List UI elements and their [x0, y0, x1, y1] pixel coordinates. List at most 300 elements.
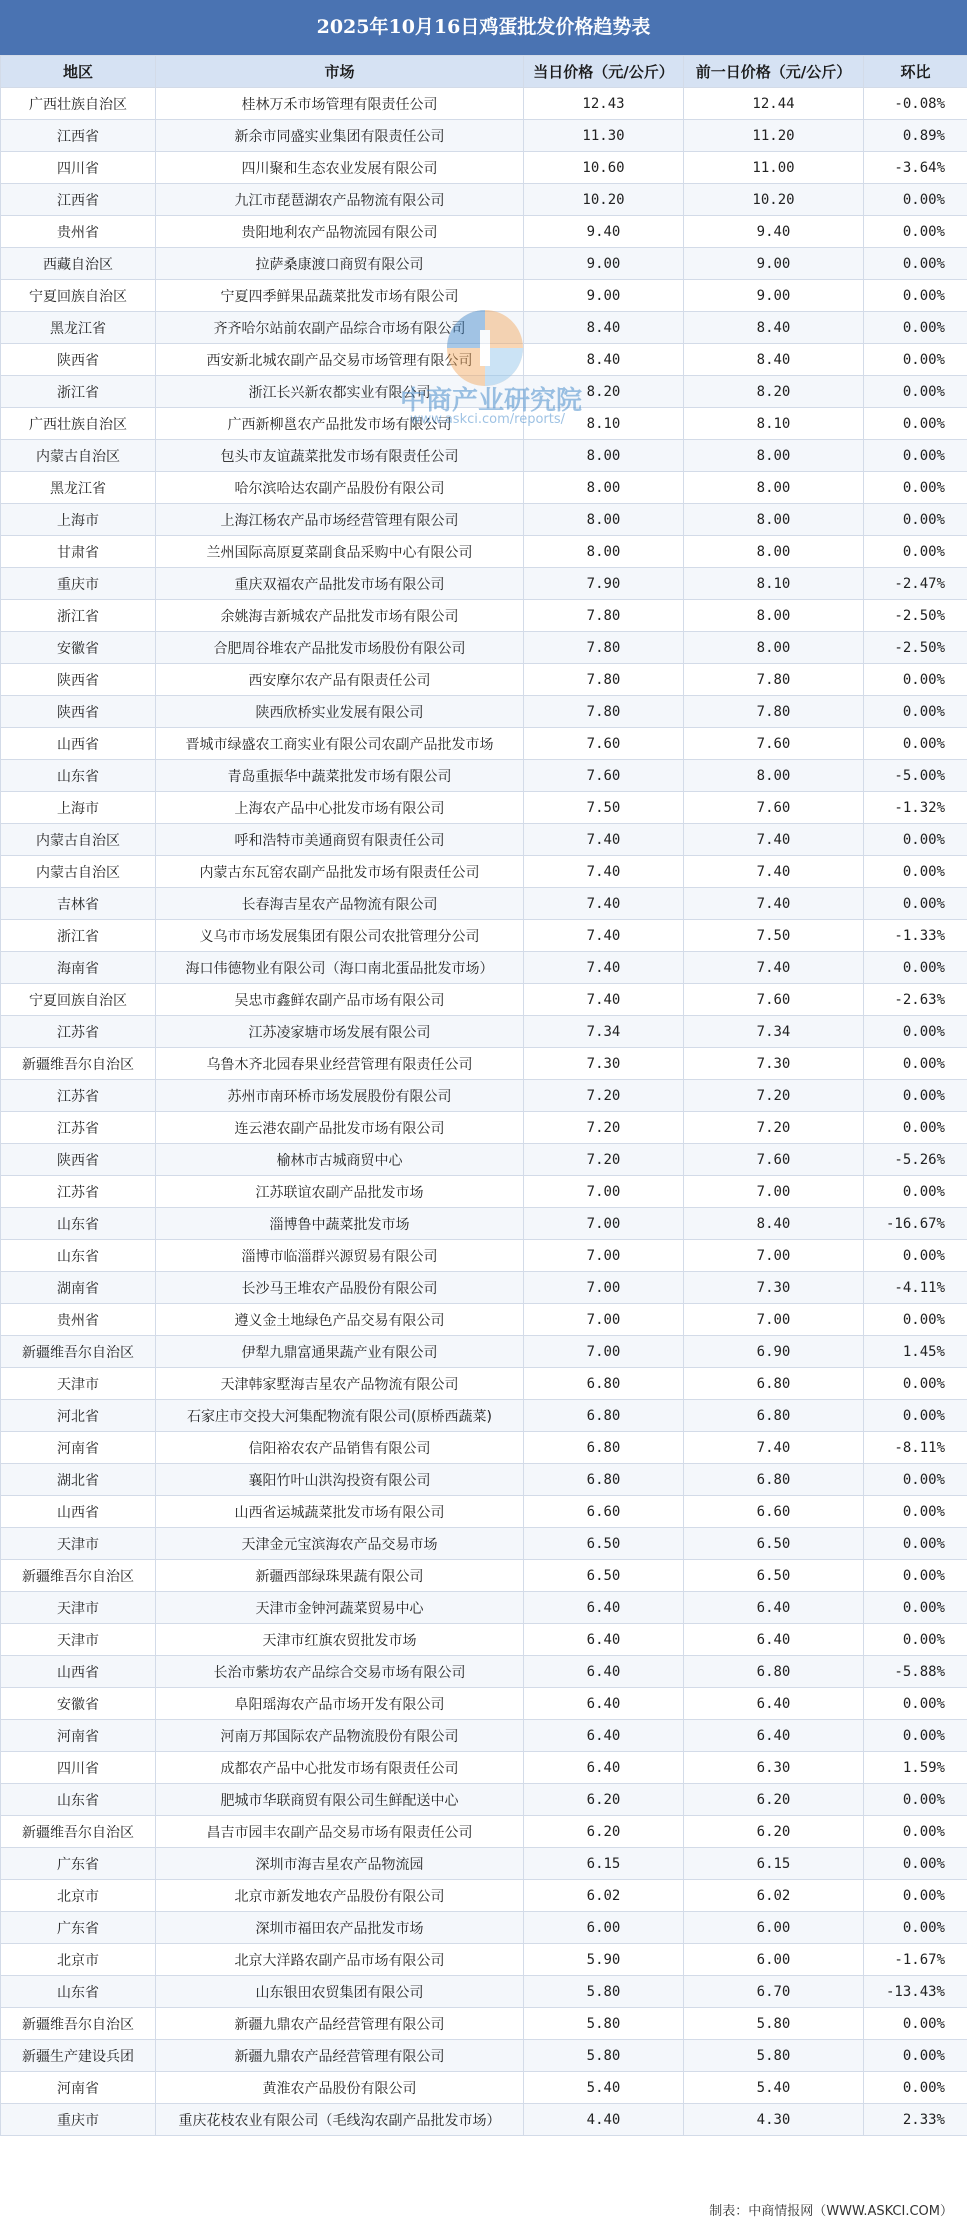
cell-market: 晋城市绿盛农工商实业有限公司农副产品批发市场	[156, 728, 524, 760]
table-row	[1, 1048, 967, 1080]
cell-market: 淄博市临淄群兴源贸易有限公司	[156, 1240, 524, 1272]
cell-change: -2.50%	[864, 632, 967, 664]
cell-prev-price: 7.40	[684, 888, 864, 920]
cell-region: 安徽省	[1, 632, 156, 664]
cell-region: 重庆市	[1, 2104, 156, 2136]
cell-change: 0.00%	[864, 824, 967, 856]
table-row	[1, 280, 967, 312]
table-row	[1, 1720, 967, 1752]
cell-change: 0.00%	[864, 1784, 967, 1816]
cell-market: 贵阳地利农产品物流园有限公司	[156, 216, 524, 248]
cell-today-price: 5.80	[524, 2008, 684, 2040]
cell-region: 陕西省	[1, 344, 156, 376]
table-row	[1, 1304, 967, 1336]
cell-region: 吉林省	[1, 888, 156, 920]
cell-today-price: 6.50	[524, 1560, 684, 1592]
cell-change: 0.00%	[864, 248, 967, 280]
table-row	[1, 632, 967, 664]
cell-change: 0.00%	[864, 888, 967, 920]
cell-today-price: 4.40	[524, 2104, 684, 2136]
cell-region: 山西省	[1, 1496, 156, 1528]
table-row	[1, 216, 967, 248]
cell-prev-price: 6.70	[684, 1976, 864, 2008]
cell-change: 0.00%	[864, 1880, 967, 1912]
table-row	[1, 248, 967, 280]
cell-region: 广西壮族自治区	[1, 88, 156, 120]
cell-market: 义乌市市场发展集团有限公司农批管理分公司	[156, 920, 524, 952]
cell-change: 0.00%	[864, 408, 967, 440]
cell-market: 陕西欣桥实业发展有限公司	[156, 696, 524, 728]
cell-market: 乌鲁木齐北园春果业经营管理有限责任公司	[156, 1048, 524, 1080]
table-row	[1, 1944, 967, 1976]
cell-region: 广西壮族自治区	[1, 408, 156, 440]
cell-change: -3.64%	[864, 152, 967, 184]
table-row	[1, 1784, 967, 1816]
cell-today-price: 7.80	[524, 632, 684, 664]
cell-market: 新疆九鼎农产品经营管理有限公司	[156, 2008, 524, 2040]
cell-today-price: 7.50	[524, 792, 684, 824]
cell-market: 阜阳瑶海农产品市场开发有限公司	[156, 1688, 524, 1720]
cell-today-price: 7.80	[524, 600, 684, 632]
cell-prev-price: 7.40	[684, 952, 864, 984]
cell-market: 天津韩家墅海吉星农产品物流有限公司	[156, 1368, 524, 1400]
cell-change: -1.33%	[864, 920, 967, 952]
cell-today-price: 8.20	[524, 376, 684, 408]
cell-market: 江苏联谊农副产品批发市场	[156, 1176, 524, 1208]
table-row	[1, 88, 967, 120]
cell-market: 西安摩尔农产品有限责任公司	[156, 664, 524, 696]
cell-prev-price: 8.00	[684, 472, 864, 504]
cell-prev-price: 7.34	[684, 1016, 864, 1048]
cell-today-price: 8.00	[524, 536, 684, 568]
cell-region: 江西省	[1, 120, 156, 152]
table-row	[1, 1080, 967, 1112]
price-table	[0, 55, 967, 2136]
cell-today-price: 6.80	[524, 1464, 684, 1496]
cell-market: 齐齐哈尔站前农副产品综合市场有限公司	[156, 312, 524, 344]
cell-today-price: 6.40	[524, 1688, 684, 1720]
cell-today-price: 8.00	[524, 504, 684, 536]
table-row	[1, 1336, 967, 1368]
cell-change: 0.00%	[864, 2040, 967, 2072]
cell-region: 河南省	[1, 1720, 156, 1752]
cell-prev-price: 7.20	[684, 1112, 864, 1144]
table-row	[1, 1688, 967, 1720]
cell-market: 淄博鲁中蔬菜批发市场	[156, 1208, 524, 1240]
cell-market: 信阳裕农农产品销售有限公司	[156, 1432, 524, 1464]
cell-change: 0.00%	[864, 504, 967, 536]
table-row	[1, 1368, 967, 1400]
header-market: 市场	[156, 56, 524, 88]
cell-region: 内蒙古自治区	[1, 440, 156, 472]
cell-market: 深圳市海吉星农产品物流园	[156, 1848, 524, 1880]
cell-prev-price: 7.00	[684, 1240, 864, 1272]
cell-market: 九江市琵琶湖农产品物流有限公司	[156, 184, 524, 216]
table-row	[1, 2040, 967, 2072]
cell-prev-price: 6.90	[684, 1336, 864, 1368]
cell-change: 0.00%	[864, 376, 967, 408]
cell-today-price: 7.40	[524, 952, 684, 984]
cell-today-price: 6.40	[524, 1752, 684, 1784]
cell-market: 上海江杨农产品市场经营管理有限公司	[156, 504, 524, 536]
table-title: 2025年10月16日鸡蛋批发价格趋势表	[0, 0, 967, 55]
cell-region: 陕西省	[1, 696, 156, 728]
cell-market: 桂林万禾市场管理有限责任公司	[156, 88, 524, 120]
cell-change: 2.33%	[864, 2104, 967, 2136]
cell-prev-price: 8.00	[684, 600, 864, 632]
cell-prev-price: 8.10	[684, 408, 864, 440]
cell-today-price: 7.80	[524, 664, 684, 696]
cell-change: -2.50%	[864, 600, 967, 632]
cell-prev-price: 8.00	[684, 760, 864, 792]
cell-prev-price: 9.00	[684, 248, 864, 280]
cell-market: 苏州市南环桥市场发展股份有限公司	[156, 1080, 524, 1112]
cell-prev-price: 7.80	[684, 664, 864, 696]
cell-prev-price: 6.40	[684, 1592, 864, 1624]
cell-prev-price: 6.80	[684, 1464, 864, 1496]
cell-region: 河南省	[1, 2072, 156, 2104]
table-row	[1, 760, 967, 792]
table-row	[1, 2104, 967, 2136]
cell-market: 四川聚和生态农业发展有限公司	[156, 152, 524, 184]
cell-prev-price: 11.00	[684, 152, 864, 184]
cell-region: 新疆维吾尔自治区	[1, 1560, 156, 1592]
cell-prev-price: 11.20	[684, 120, 864, 152]
cell-region: 山东省	[1, 1976, 156, 2008]
cell-region: 黑龙江省	[1, 312, 156, 344]
cell-market: 山西省运城蔬菜批发市场有限公司	[156, 1496, 524, 1528]
cell-prev-price: 12.44	[684, 88, 864, 120]
cell-today-price: 5.90	[524, 1944, 684, 1976]
cell-change: 0.00%	[864, 1240, 967, 1272]
cell-prev-price: 6.00	[684, 1912, 864, 1944]
cell-region: 海南省	[1, 952, 156, 984]
cell-prev-price: 6.80	[684, 1656, 864, 1688]
cell-today-price: 7.34	[524, 1016, 684, 1048]
cell-change: 0.00%	[864, 184, 967, 216]
table-row	[1, 2072, 967, 2104]
cell-change: 0.00%	[864, 1848, 967, 1880]
cell-prev-price: 7.20	[684, 1080, 864, 1112]
cell-today-price: 7.20	[524, 1144, 684, 1176]
table-row	[1, 1176, 967, 1208]
cell-region: 陕西省	[1, 1144, 156, 1176]
cell-today-price: 6.60	[524, 1496, 684, 1528]
table-row	[1, 1656, 967, 1688]
cell-region: 四川省	[1, 152, 156, 184]
cell-prev-price: 7.50	[684, 920, 864, 952]
table-row	[1, 344, 967, 376]
cell-market: 重庆双福农产品批发市场有限公司	[156, 568, 524, 600]
cell-region: 宁夏回族自治区	[1, 984, 156, 1016]
table-row	[1, 1592, 967, 1624]
table-row	[1, 888, 967, 920]
table-row	[1, 1528, 967, 1560]
cell-change: 0.00%	[864, 1176, 967, 1208]
cell-region: 上海市	[1, 504, 156, 536]
cell-change: -5.88%	[864, 1656, 967, 1688]
cell-prev-price: 8.00	[684, 536, 864, 568]
footer-source: 制表：中商情报网（WWW.ASKCI.COM）	[709, 2204, 953, 2219]
cell-today-price: 7.40	[524, 920, 684, 952]
table-row	[1, 1432, 967, 1464]
cell-today-price: 7.20	[524, 1112, 684, 1144]
cell-region: 天津市	[1, 1368, 156, 1400]
table-row	[1, 568, 967, 600]
cell-today-price: 8.40	[524, 312, 684, 344]
cell-prev-price: 8.00	[684, 440, 864, 472]
cell-region: 浙江省	[1, 920, 156, 952]
table-row	[1, 1816, 967, 1848]
cell-prev-price: 6.60	[684, 1496, 864, 1528]
table-row	[1, 472, 967, 504]
cell-region: 黑龙江省	[1, 472, 156, 504]
cell-prev-price: 8.10	[684, 568, 864, 600]
cell-market: 哈尔滨哈达农副产品股份有限公司	[156, 472, 524, 504]
cell-change: 0.00%	[864, 344, 967, 376]
cell-today-price: 6.40	[524, 1592, 684, 1624]
cell-prev-price: 9.40	[684, 216, 864, 248]
cell-prev-price: 6.20	[684, 1784, 864, 1816]
cell-today-price: 8.00	[524, 440, 684, 472]
cell-market: 北京市新发地农产品股份有限公司	[156, 1880, 524, 1912]
table-row	[1, 536, 967, 568]
cell-prev-price: 7.60	[684, 792, 864, 824]
cell-change: 0.00%	[864, 472, 967, 504]
cell-region: 新疆生产建设兵团	[1, 2040, 156, 2072]
cell-today-price: 7.40	[524, 984, 684, 1016]
cell-market: 伊犁九鼎富通果蔬产业有限公司	[156, 1336, 524, 1368]
cell-today-price: 6.80	[524, 1368, 684, 1400]
cell-market: 包头市友谊蔬菜批发市场有限责任公司	[156, 440, 524, 472]
cell-change: 1.45%	[864, 1336, 967, 1368]
table-row	[1, 1112, 967, 1144]
cell-prev-price: 8.00	[684, 632, 864, 664]
cell-prev-price: 6.80	[684, 1400, 864, 1432]
cell-region: 山西省	[1, 728, 156, 760]
cell-prev-price: 5.40	[684, 2072, 864, 2104]
table-row	[1, 824, 967, 856]
table-row	[1, 1880, 967, 1912]
cell-prev-price: 8.20	[684, 376, 864, 408]
header-today-price: 当日价格（元/公斤）	[524, 56, 684, 88]
cell-region: 山西省	[1, 1656, 156, 1688]
cell-market: 黄淮农产品股份有限公司	[156, 2072, 524, 2104]
cell-today-price: 11.30	[524, 120, 684, 152]
table-row	[1, 1912, 967, 1944]
cell-today-price: 7.00	[524, 1304, 684, 1336]
cell-market: 内蒙古东瓦窑农副产品批发市场有限责任公司	[156, 856, 524, 888]
table-row	[1, 664, 967, 696]
table-row	[1, 984, 967, 1016]
cell-change: 0.00%	[864, 1816, 967, 1848]
cell-today-price: 6.80	[524, 1400, 684, 1432]
watermark-text: 中商产业研究院	[400, 386, 583, 416]
cell-change: 0.00%	[864, 952, 967, 984]
cell-market: 北京大洋路农副产品市场有限公司	[156, 1944, 524, 1976]
cell-today-price: 8.10	[524, 408, 684, 440]
table-row	[1, 184, 967, 216]
cell-prev-price: 9.00	[684, 280, 864, 312]
cell-today-price: 7.60	[524, 760, 684, 792]
cell-region: 重庆市	[1, 568, 156, 600]
cell-region: 内蒙古自治区	[1, 856, 156, 888]
cell-today-price: 6.40	[524, 1656, 684, 1688]
cell-prev-price: 6.15	[684, 1848, 864, 1880]
cell-today-price: 6.00	[524, 1912, 684, 1944]
cell-change: -13.43%	[864, 1976, 967, 2008]
cell-today-price: 9.00	[524, 280, 684, 312]
cell-market: 合肥周谷堆农产品批发市场股份有限公司	[156, 632, 524, 664]
cell-region: 新疆维吾尔自治区	[1, 2008, 156, 2040]
cell-region: 浙江省	[1, 600, 156, 632]
cell-market: 海口伟德物业有限公司（海口南北蛋品批发市场）	[156, 952, 524, 984]
cell-prev-price: 7.30	[684, 1272, 864, 1304]
cell-region: 江苏省	[1, 1112, 156, 1144]
cell-change: 0.00%	[864, 1912, 967, 1944]
cell-today-price: 7.20	[524, 1080, 684, 1112]
cell-region: 新疆维吾尔自治区	[1, 1816, 156, 1848]
cell-market: 长沙马王堆农产品股份有限公司	[156, 1272, 524, 1304]
cell-market: 长治市紫坊农产品综合交易市场有限公司	[156, 1656, 524, 1688]
cell-change: 0.00%	[864, 1720, 967, 1752]
header-prev-price: 前一日价格（元/公斤）	[684, 56, 864, 88]
cell-region: 新疆维吾尔自治区	[1, 1048, 156, 1080]
cell-today-price: 12.43	[524, 88, 684, 120]
cell-region: 山东省	[1, 1208, 156, 1240]
header-region: 地区	[1, 56, 156, 88]
cell-change: -2.63%	[864, 984, 967, 1016]
cell-change: 0.00%	[864, 1112, 967, 1144]
cell-change: 0.00%	[864, 696, 967, 728]
table-row	[1, 2008, 967, 2040]
cell-change: 1.59%	[864, 1752, 967, 1784]
cell-change: 0.00%	[864, 1624, 967, 1656]
cell-region: 贵州省	[1, 216, 156, 248]
cell-market: 新疆九鼎农产品经营管理有限公司	[156, 2040, 524, 2072]
price-table-container	[0, 55, 967, 2136]
cell-today-price: 7.00	[524, 1176, 684, 1208]
cell-today-price: 5.40	[524, 2072, 684, 2104]
cell-market: 天津市红旗农贸批发市场	[156, 1624, 524, 1656]
cell-market: 宁夏四季鲜果品蔬菜批发市场有限公司	[156, 280, 524, 312]
cell-today-price: 7.30	[524, 1048, 684, 1080]
cell-market: 浙江长兴新农都实业有限公司	[156, 376, 524, 408]
cell-change: -5.26%	[864, 1144, 967, 1176]
cell-market: 拉萨桑康渡口商贸有限公司	[156, 248, 524, 280]
cell-region: 广东省	[1, 1912, 156, 1944]
cell-change: -8.11%	[864, 1432, 967, 1464]
cell-today-price: 7.00	[524, 1208, 684, 1240]
cell-change: 0.00%	[864, 216, 967, 248]
cell-prev-price: 4.30	[684, 2104, 864, 2136]
cell-today-price: 7.40	[524, 888, 684, 920]
cell-region: 陕西省	[1, 664, 156, 696]
table-row	[1, 504, 967, 536]
table-row	[1, 1496, 967, 1528]
cell-market: 江苏凌家塘市场发展有限公司	[156, 1016, 524, 1048]
table-row	[1, 952, 967, 984]
table-row	[1, 1272, 967, 1304]
cell-change: -4.11%	[864, 1272, 967, 1304]
cell-today-price: 7.40	[524, 856, 684, 888]
cell-region: 江西省	[1, 184, 156, 216]
cell-market: 襄阳竹叶山洪沟投资有限公司	[156, 1464, 524, 1496]
cell-region: 湖南省	[1, 1272, 156, 1304]
cell-prev-price: 7.40	[684, 824, 864, 856]
cell-change: 0.00%	[864, 1688, 967, 1720]
cell-region: 广东省	[1, 1848, 156, 1880]
cell-change: 0.00%	[864, 1048, 967, 1080]
cell-change: 0.00%	[864, 2072, 967, 2104]
cell-region: 北京市	[1, 1944, 156, 1976]
cell-region: 山东省	[1, 760, 156, 792]
cell-prev-price: 7.80	[684, 696, 864, 728]
cell-today-price: 7.60	[524, 728, 684, 760]
cell-change: 0.00%	[864, 1496, 967, 1528]
cell-market: 天津金元宝滨海农产品交易市场	[156, 1528, 524, 1560]
table-row	[1, 696, 967, 728]
cell-region: 宁夏回族自治区	[1, 280, 156, 312]
cell-prev-price: 7.40	[684, 856, 864, 888]
cell-change: 0.00%	[864, 1464, 967, 1496]
cell-today-price: 10.60	[524, 152, 684, 184]
cell-market: 新疆西部绿珠果蔬有限公司	[156, 1560, 524, 1592]
cell-market: 重庆花枝农业有限公司（毛线沟农副产品批发市场）	[156, 2104, 524, 2136]
cell-today-price: 7.90	[524, 568, 684, 600]
cell-region: 山东省	[1, 1784, 156, 1816]
cell-market: 西安新北城农副产品交易市场管理有限公司	[156, 344, 524, 376]
cell-market: 兰州国际高原夏菜副食品采购中心有限公司	[156, 536, 524, 568]
cell-prev-price: 5.80	[684, 2008, 864, 2040]
cell-today-price: 7.00	[524, 1336, 684, 1368]
table-row	[1, 792, 967, 824]
cell-market: 成都农产品中心批发市场有限责任公司	[156, 1752, 524, 1784]
cell-prev-price: 8.40	[684, 344, 864, 376]
table-row	[1, 1848, 967, 1880]
table-row	[1, 1208, 967, 1240]
cell-market: 天津市金钟河蔬菜贸易中心	[156, 1592, 524, 1624]
table-row	[1, 1240, 967, 1272]
cell-region: 湖北省	[1, 1464, 156, 1496]
cell-change: 0.00%	[864, 1080, 967, 1112]
cell-today-price: 6.02	[524, 1880, 684, 1912]
cell-change: -2.47%	[864, 568, 967, 600]
cell-market: 连云港农副产品批发市场有限公司	[156, 1112, 524, 1144]
cell-today-price: 7.00	[524, 1272, 684, 1304]
cell-region: 上海市	[1, 792, 156, 824]
cell-prev-price: 6.50	[684, 1528, 864, 1560]
cell-change: 0.00%	[864, 536, 967, 568]
cell-region: 江苏省	[1, 1016, 156, 1048]
table-row	[1, 1016, 967, 1048]
cell-prev-price: 6.40	[684, 1688, 864, 1720]
cell-region: 江苏省	[1, 1080, 156, 1112]
cell-change: -16.67%	[864, 1208, 967, 1240]
cell-prev-price: 6.40	[684, 1624, 864, 1656]
cell-market: 昌吉市园丰农副产品交易市场有限责任公司	[156, 1816, 524, 1848]
cell-today-price: 6.50	[524, 1528, 684, 1560]
cell-today-price: 7.80	[524, 696, 684, 728]
cell-today-price: 10.20	[524, 184, 684, 216]
cell-prev-price: 6.50	[684, 1560, 864, 1592]
cell-market: 呼和浩特市美通商贸有限责任公司	[156, 824, 524, 856]
cell-today-price: 7.00	[524, 1240, 684, 1272]
cell-change: -1.32%	[864, 792, 967, 824]
cell-change: 0.00%	[864, 1592, 967, 1624]
cell-today-price: 8.00	[524, 472, 684, 504]
cell-region: 浙江省	[1, 376, 156, 408]
